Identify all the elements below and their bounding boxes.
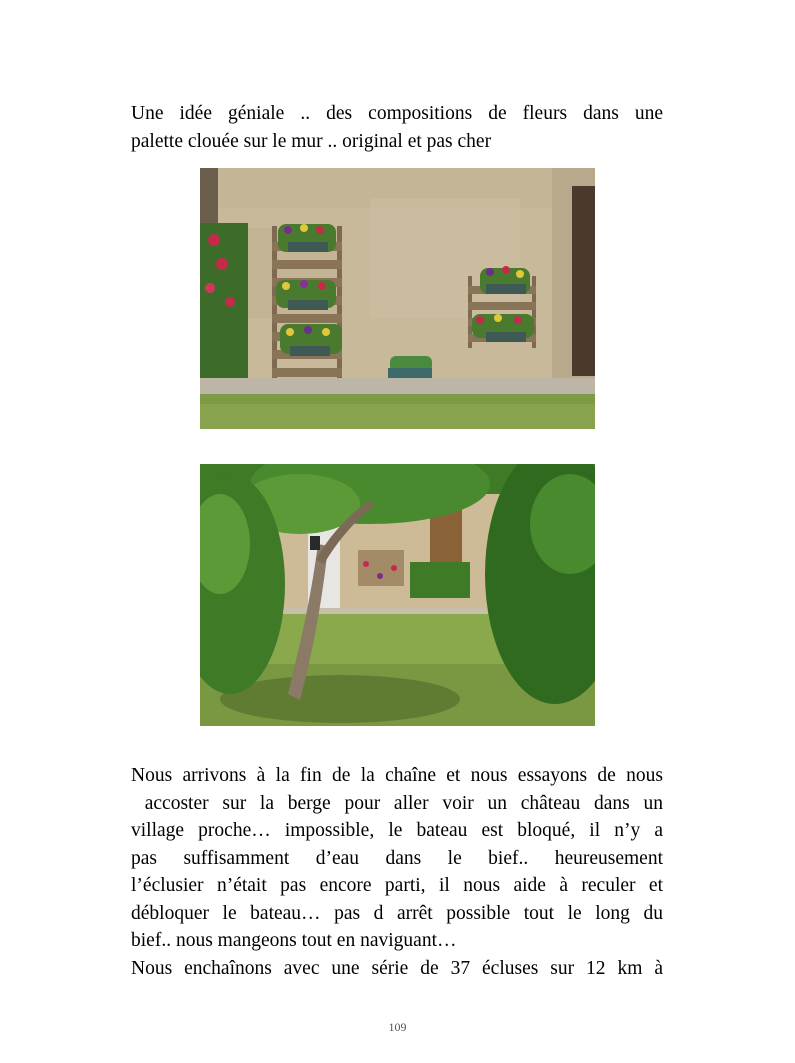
- photo-garden-tree: [200, 464, 595, 726]
- text-line: palette clouée sur le mur .. original et pas cher: [131, 130, 492, 152]
- text-line: bief.. nous mangeons tout en naviguant…: [131, 930, 457, 951]
- text-line: accoster sur la berge pour aller voir un château dans un: [131, 792, 663, 814]
- paragraph-narrative: [131, 762, 663, 982]
- text-line: débloquer le bateau… pas d arrêt possible tout le long du: [131, 902, 663, 924]
- text-line: Nous enchaînons avec une série de 37 écluses sur 12 km à: [131, 957, 663, 979]
- text-line: pas suffisamment d’eau dans le bief.. heureusement: [131, 847, 663, 869]
- photo-pallet-planters: [200, 168, 595, 429]
- text-line: Une idée géniale .. des compositions de fleurs dans une: [131, 103, 663, 124]
- page-number: 109: [388, 1020, 407, 1034]
- paragraph-intro: [131, 100, 663, 155]
- text-line: village proche… impossible, le bateau est bloqué, il n’y a: [131, 820, 663, 841]
- text-line: Nous arrivons à la fin de la chaîne et nous essayons de nous: [131, 765, 663, 786]
- text-line: l’éclusier n’était pas encore parti, il nous aide à reculer et: [131, 875, 663, 896]
